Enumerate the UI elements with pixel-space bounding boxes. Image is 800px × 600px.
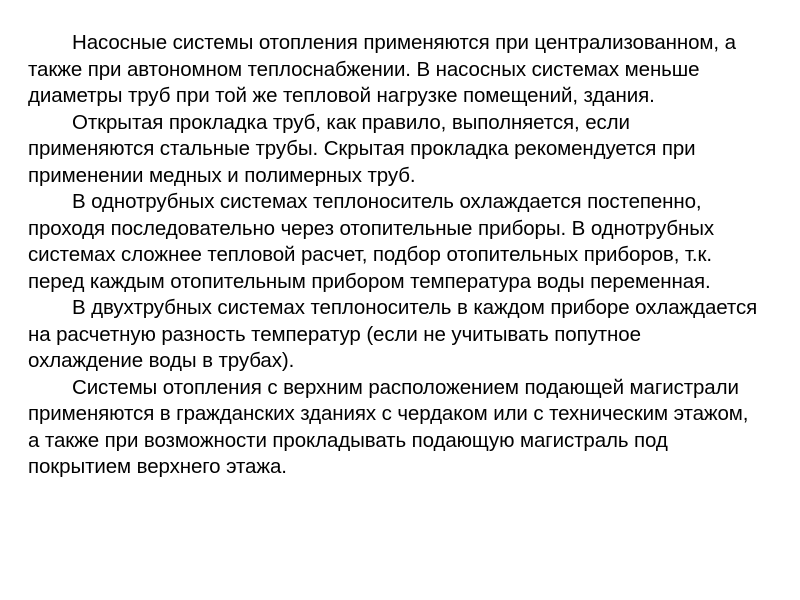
slide-body-text [28, 30, 758, 481]
paragraph: В однотрубных системах теплоноситель охлаждается постепенно, проходя последовательно через отопительные приборы. В однотрубных системах сложнее тепловой расчет, подбор отопительных приборов, т.к. перед каждым отопительным прибором температура воды переменная. [28, 190, 715, 293]
paragraph: Системы отопления с верхним расположением подающей магистрали применяются в гражданских зданиях с чердаком или с техническим этажом, а также при возможности прокладывать подающую магистраль под покрытием верхнего этажа. [28, 375, 749, 478]
paragraph: Открытая прокладка труб, как правило, выполняется, если применяются стальные трубы. Скрытая прокладка рекомендуется при применении медных и полимерных труб. [28, 110, 696, 187]
paragraph: Насосные системы отопления применяются при централизованном, а также при автономном теплоснабжении. В насосных системах меньше диаметры труб при той же тепловой нагрузке помещений, здания. [28, 31, 736, 107]
paragraph: В двухтрубных системах теплоноситель в каждом приборе охлаждается на расчетную разность температур (если не учитывать попутное охлаждение воды в трубах). [28, 296, 758, 372]
